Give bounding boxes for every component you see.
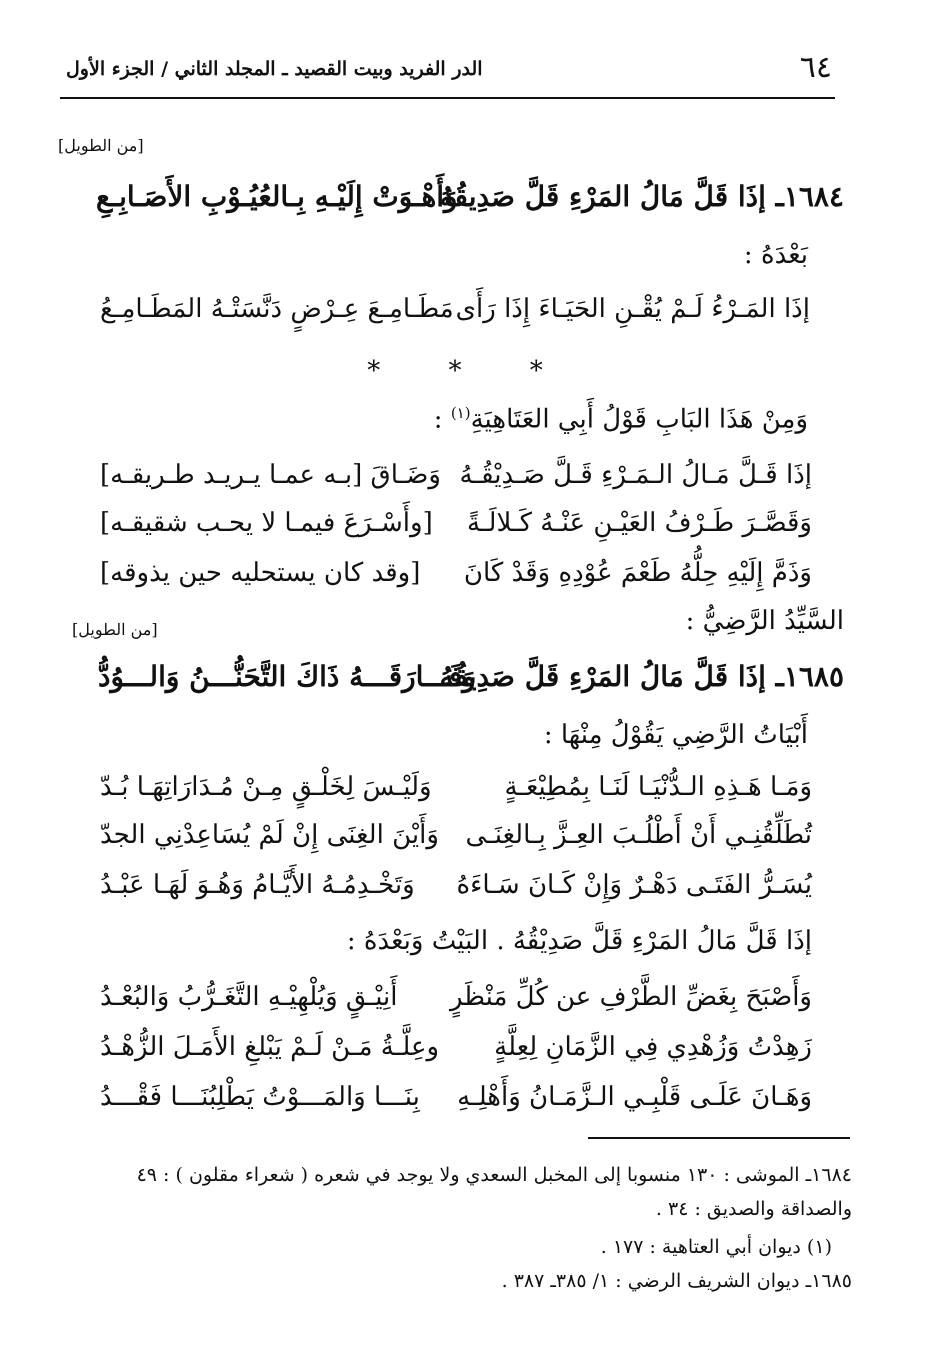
abi-atahiya-verse-1-first: إذَا قَـلَّ مَـالُ الـمَـرْءِ قَـلَّ صَـدِيْقُـهُ: [459, 460, 812, 490]
verse-1684-next-first: إذَا المَـرْءُ لَـمْ يُقْـنِ الحَيَـاءَ إِذَا رَأَى: [455, 294, 810, 324]
page-number: ٦٤: [799, 50, 832, 85]
footnote-marker: (١): [450, 404, 471, 422]
after-verse-1-first: وَأَصْبَحَ بِغَضِّ الطَّرْفِ عن كُلِّ مَنْظَرٍ: [449, 982, 812, 1012]
sayyid-radi-line: السَّيِّدُ الرَّضِيُّ :: [685, 606, 844, 636]
meter-label-1684: [من الطويل]: [58, 136, 144, 155]
abi-atahiya-verse-3-first: وَذَمَّ إِلَيْهِ حِلُّهُ طَعْمَ عُوْدِهِ وَقَدْ كَانَ: [463, 558, 812, 588]
intro-colon: :: [433, 404, 443, 435]
footnote-note-1: (١) ديوان أبي العتاهية : ١٧٧ .: [600, 1236, 832, 1258]
footnote-1684-line2: والصداقة والصديق : ٣٤ .: [655, 1198, 852, 1220]
after-verse-2-first: زَهِدْتُ وَزُهْدِي فِي الزَّمَانِ لِعِلَّةٍ: [494, 1032, 812, 1062]
footnote-rule: [588, 1137, 850, 1139]
abi-atahiya-verse-2-first: وَقَصَّـرَ طَـرْفُ العَيْـنِ عَنْـهُ كَـلالَـةً: [466, 508, 812, 538]
verse-number-1684: ١٦٨٤ـ: [775, 180, 844, 213]
running-title: الدر الفريد وبيت القصيد ـ المجلد الثاني / الجزء الأول: [66, 58, 483, 80]
radi-verse-3-second: وَتَخْـدِمُـهُ الأَيَّـامُ وَهُـوَ لَهَـا عَبْـدُ: [100, 870, 415, 900]
after-verse-1-second: أَنِيْـقٍ وَيُلْهِيْـهِ التَّغَـرُّبُ وَالبُعْـدُ: [100, 982, 398, 1012]
radi-verse-2-second: وَأَيْنَ الغِنَى إِنْ لَمْ يُسَاعِدْنِي الجدّ: [100, 820, 439, 850]
section-separator-stars: * * *: [367, 356, 573, 386]
verse-1685-first: [440, 660, 844, 693]
abi-atahiya-verse-1-second: وَضَـاقَ [بـه عمـا يـريـد طـريقـه]: [100, 460, 441, 490]
verse-1685-second: وَفَـــارَقَـــهُ ذَاكَ التَّحَنُّـــنُ وَالـــوُدُّ: [98, 660, 476, 693]
radi-verse-3-first: يُسَـرُّ الفَتَـى دَهْـرٌ وَإِنْ كَـانَ سَـاءَهُ: [456, 870, 812, 900]
intro-abi-atahiya-text: وَمِنْ هَذَا البَابِ قَوْلُ أَبِي العَتَاهِيَةِ: [470, 404, 808, 435]
after-verse-3-second: بِنَـــا وَالمَـــوْتُ يَطْلِبُنَـــا فَقْـــدُ: [100, 1082, 420, 1112]
header-rule: [60, 97, 835, 99]
verse-1684-next-second: مَطَـامِـعَ عِـرْضٍ دَنَّسَتْـهُ المَطَـامِـعُ: [100, 294, 454, 324]
intro-abi-atahiya: [434, 404, 808, 435]
meter-label-1685: [من الطويل]: [72, 620, 158, 639]
verse-number-1685: ١٦٨٥ـ: [775, 660, 844, 693]
radi-verse-1-second: وَلَيْـسَ لِخَلْـقٍ مِـنْ مُـدَارَاتِهَـا بُـدّ: [100, 772, 432, 802]
radi-verse-1-first: وَمَـا هَـذِهِ الـدُّنْيَـا لَنَـا بِمُطِيْعَـةٍ: [504, 772, 812, 802]
abi-atahiya-verse-3-second: [وقد كان يستحليه حين يذوقه]: [100, 558, 421, 588]
abi-atahiya-verse-2-second: [وأَسْـرَعَ فيمـا لا يحـب شقيقـه]: [100, 508, 433, 538]
footnote-1684-line1: ١٦٨٤ـ الموشى : ١٣٠ منسوبا إلى المخبل السعدي ولا يوجد في شعره ( شعراء مقلون ) : ٤٩: [136, 1164, 852, 1186]
after-verse-3-first: وَهَـانَ عَلَـى قَلْبِـي الـزَّمَـانُ وَأَهْلِـهِ: [457, 1082, 812, 1112]
verse-1685-first-text: إذَا قَلَّ مَالُ المَرْءِ قَلَّ صَدِيقُهُ: [439, 660, 766, 693]
middle-line: إذَا قَلَّ مَالُ المَرْءِ قَلَّ صَدِيْقُهُ . البَيْتُ وَبَعْدَهُ :: [346, 926, 812, 956]
verse-1684-second: وَأَهْـوَتْ إِلَيْـهِ بِـالعُيُـوْبِ الأَصَـابِـعِ: [96, 180, 458, 213]
after-1684-label: بَعْدَهُ :: [743, 240, 808, 270]
after-verse-2-second: وعِلَّـةُ مَـنْ لَـمْ يَبْلغِ الأَمَـلَ الزُّهْـدُ: [100, 1032, 440, 1062]
verse-1684-first: [440, 180, 844, 213]
verse-1684-first-text: إذَا قَلَّ مَالُ المَرْءِ قَلَّ صَدِيقُهُ: [439, 180, 766, 213]
radi-intro: أَبْيَاتُ الرَّضِي يَقُوْلُ مِنْهَا :: [543, 720, 808, 750]
radi-verse-2-first: تُطَلِّقُنِـي أَنْ أَطْلُـبَ العِـزَّ بِـالغِنَـى: [465, 820, 812, 850]
footnote-1685: ١٦٨٥ـ ديوان الشريف الرضي : ١/ ٣٨٥ـ ٣٨٧ .: [501, 1270, 852, 1292]
